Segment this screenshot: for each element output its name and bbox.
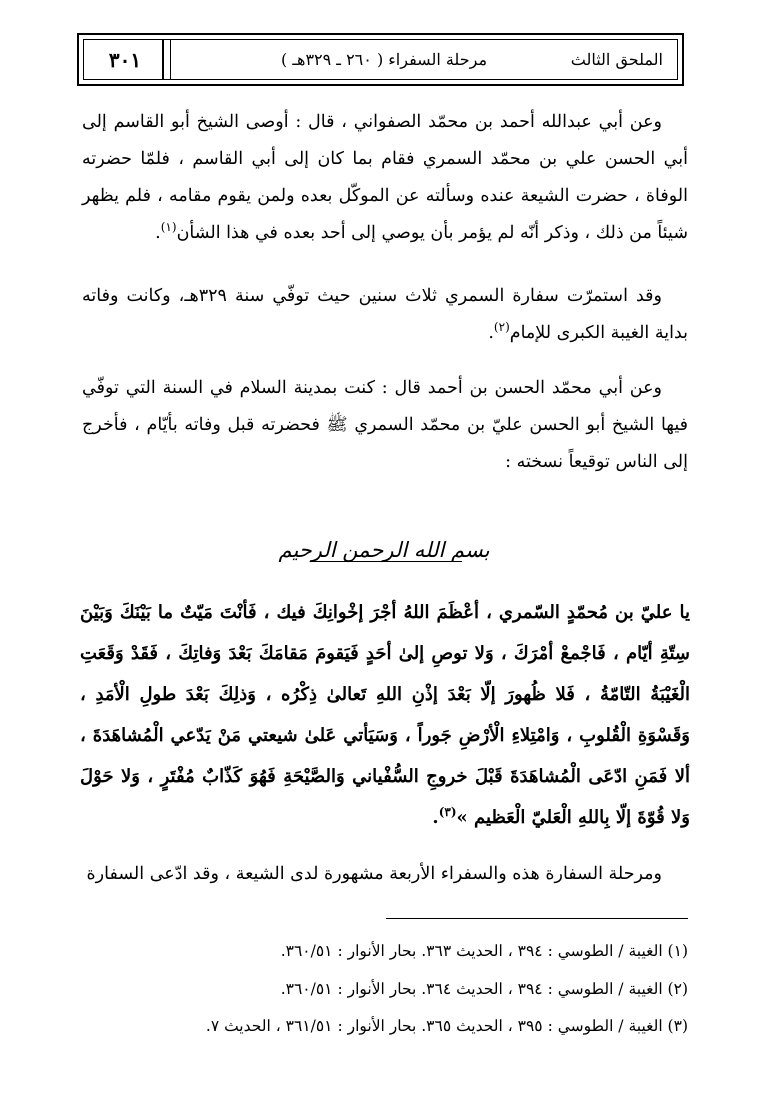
basmala-calligraphy: بسم الله الرحمن الرحيم xyxy=(278,538,490,562)
footnote-ref[interactable]: (١) xyxy=(160,220,177,235)
header-divider xyxy=(162,40,164,79)
tawqi-quote xyxy=(80,592,690,838)
quote-text: يا عليّ بن مُحمّدٍ السّمري ، أعْظَمَ اللهُ أجْرَ إخْوانِكَ فيك ، فَأنْتَ مَيّتٌ ما بَيْنَكَ وَبَيْنَ سِتّةِ أيّام ، فَاجْمعْ أمْرَكَ ، وَلا توصِ إلىٰ أحَدٍ فَيَقومَ مَقامَكَ بَعْدَ وَفاتِكَ ، فَقَدْ وَقَعَتِ الْغَيْبَةُ التّامّةُ ، فَلا ظُهورَ إلّا بَعْدَ إذْنِ اللهِ تَعالىٰ ذِكْرُه ، وَذلِكَ بَعْدَ طولِ الْأمَدِ ، وَقَسْوَةِ الْقُلوبِ ، وَامْتِلاءِ الْأرْضِ جَوراً ، وَسَيَأتي عَلىٰ شيعتي مَنْ يَدّعي الْمُشاهَدَةَ ، ألا فَمَنِ ادّعَى الْمُشاهَدَةَ قَبْلَ خروجِ السُّفْياني وَالصَّيْحَةِ فَهُوَ كَذّابٌ مُفْتَرٍ ، وَلا حَوْلَ وَلا قُوّةَ إلّا بِاللهِ الْعَليّ الْعَظيم » xyxy=(80,602,690,828)
footnote-separator xyxy=(386,918,688,919)
paragraph xyxy=(82,278,688,352)
header-inner-frame xyxy=(83,39,678,80)
paragraph-end: . xyxy=(155,223,161,243)
page-number: ٣٠١ xyxy=(108,47,142,72)
footnote: (١) الغيبة / الطوسي : ٣٩٤ ، الحديث ٣٦٣. بحار الأنوار : ٣٦٠/٥١. xyxy=(280,942,688,960)
footnote-ref[interactable]: (٣) xyxy=(438,805,457,819)
paragraph xyxy=(82,104,688,252)
quote-end: . xyxy=(432,807,439,828)
footnote: (٣) الغيبة / الطوسي : ٣٩٥ ، الحديث ٣٦٥. بحار الأنوار : ٣٦١/٥١ ، الحديث ٧. xyxy=(205,1017,688,1035)
section-title: مرحلة السفراء ( ٢٦٠ ـ ٣٢٩هـ ) xyxy=(280,50,488,69)
page-header xyxy=(77,33,684,86)
paragraph-text: وعن أبي عبدالله أحمد بن محمّد الصفواني ، قال : أوصى الشيخ أبو القاسم إلى أبي الحسن علي بن محمّد السمري فقام بما كان إلى أبي القاسم ، فلمّا حضرته الوفاة ، حضرت الشيعة عنده وسألته عن الموكّل بعده ولمن يقوم مقامه ، فلم يظهر شيئاً من ذلك ، وذكر أنّه لم يؤمر بأن يوصي إلى أحد بعده في هذا الشأن xyxy=(82,112,688,243)
paragraph xyxy=(82,370,688,481)
header-divider xyxy=(170,40,171,79)
footnote-ref[interactable]: (٢) xyxy=(493,320,510,335)
chapter-title: الملحق الثالث xyxy=(570,50,663,69)
paragraph-end: . xyxy=(488,323,494,343)
paragraph-text: وقد استمرّت سفارة السمري ثلاث سنين حيث توفّي سنة ٣٢٩هـ، وكانت وفاته بداية الغيبة الكبرى للإمام xyxy=(82,286,688,343)
closing-line: ومرحلة السفارة هذه والسفراء الأربعة مشهورة لدى الشيعة ، وقد ادّعى السفارة xyxy=(86,864,662,884)
paragraph-text: وعن أبي محمّد الحسن بن أحمد قال : كنت بمدينة السلام في السنة التي توفّي فيها الشيخ أبو الحسن عليّ بن محمّد السمري ﷺ فحضرته قبل وفاته بأيّام ، فأخرج إلى الناس توقيعاً نسخته : xyxy=(82,378,688,472)
basmala-underline xyxy=(312,561,462,562)
footnote: (٢) الغيبة / الطوسي : ٣٩٤ ، الحديث ٣٦٤. بحار الأنوار : ٣٦٠/٥١. xyxy=(280,980,688,998)
